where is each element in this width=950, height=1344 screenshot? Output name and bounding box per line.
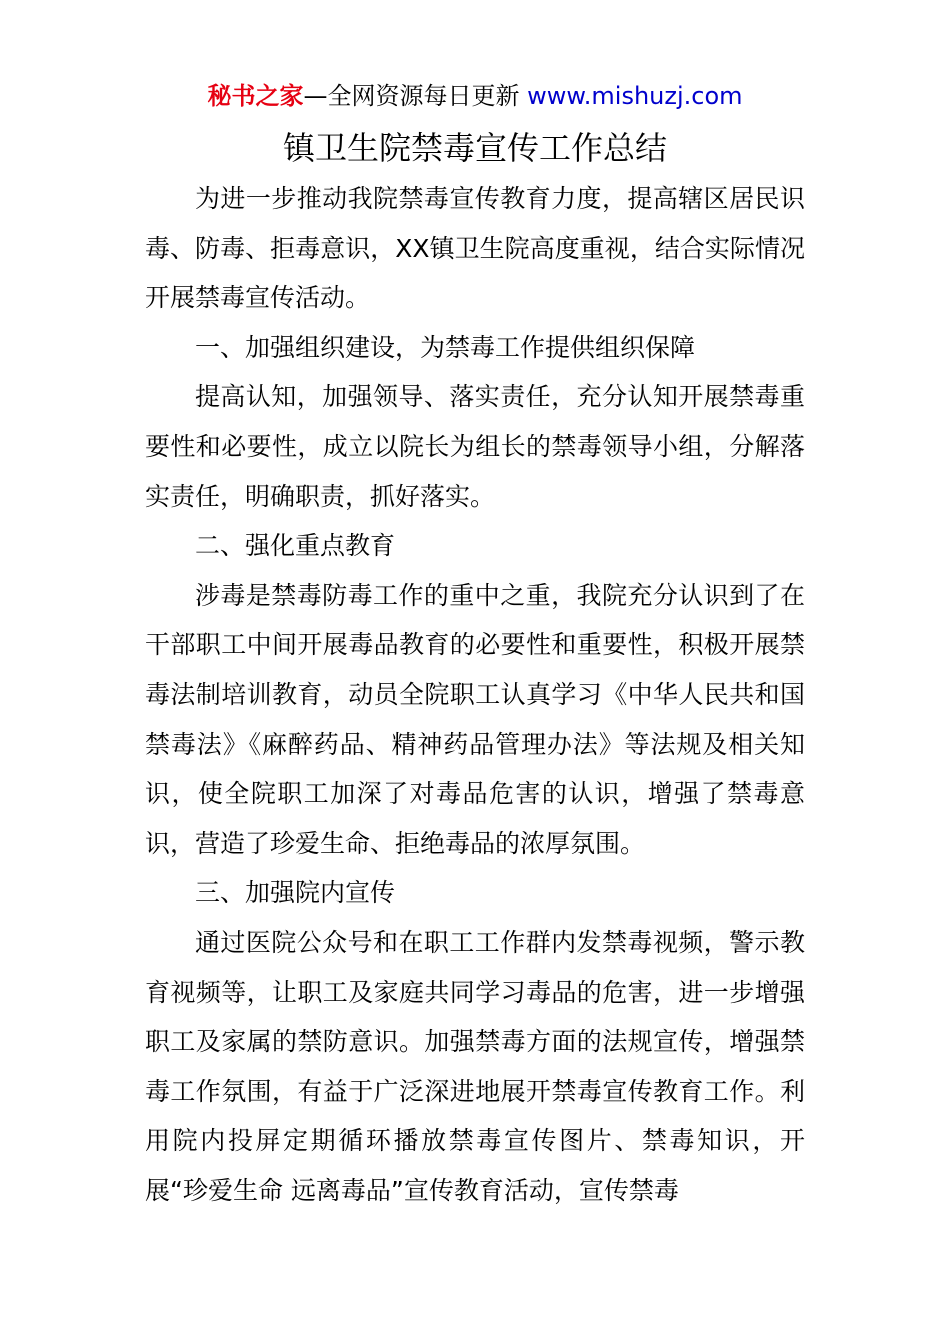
paragraph-section-2: 涉毒是禁毒防毒工作的重中之重，我院充分认识到了在干部职工中间开展毒品教育的必要性和重要性，积极开展禁毒法制培训教育，动员全院职工认真学习《中华人民共和国禁毒法》《麻醉药品、精神药品管理办法》等法规及相关知识，使全院职工加深了对毒品危害的认识，增强了禁毒意识，营造了珍爱生命、拒绝毒品的浓厚氛围。 xyxy=(145,580,805,858)
section-heading-2: 二、强化重点教育 xyxy=(195,531,396,561)
section-heading-1: 一、加强组织建设，为禁毒工作提供组织保障 xyxy=(195,332,696,362)
paragraph-section-3: 通过医院公众号和在职工工作群内发禁毒视频，警示教育视频等，让职工及家庭共同学习毒品的危害，进一步增强职工及家属的禁防意识。加强禁毒方面的法规宣传，增强禁毒工作氛围，有益于广泛深进地展开禁毒宣传教育工作。利用院内投屏定期循环播放禁毒宣传图片、禁毒知识，开展“珍爱生命 远离毒品”宣传教育活动，宣传禁毒 xyxy=(145,927,805,1205)
document-body xyxy=(145,174,805,1215)
paragraph-section-1: 提高认知，加强领导、落实责任，充分认知开展禁毒重要性和必要性，成立以院长为组长的禁毒领导小组，分解落实责任，明确职责，抓好落实。 xyxy=(145,382,805,511)
section-heading-3: 三、加强院内宣传 xyxy=(195,878,396,908)
document-title: 镇卫生院禁毒宣传工作总结 xyxy=(282,129,667,167)
paragraph-intro: 为进一步推动我院禁毒宣传教育力度，提高辖区居民识毒、防毒、拒毒意识，XX镇卫生院高度重视，结合实际情况开展禁毒宣传活动。 xyxy=(145,184,805,313)
header-tagline: —全网资源每日更新 xyxy=(303,82,520,110)
site-url[interactable]: www.mishuzj.com xyxy=(527,82,743,110)
page-header xyxy=(0,76,950,116)
brand-name: 秘书之家 xyxy=(207,82,304,110)
